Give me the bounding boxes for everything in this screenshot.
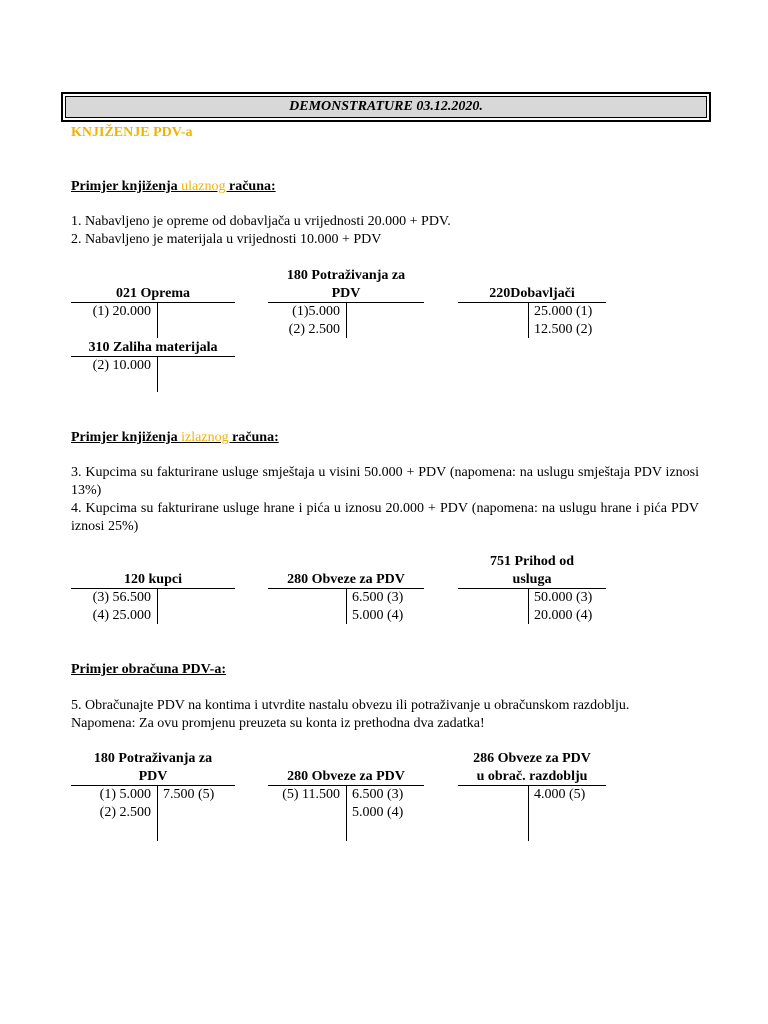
t-account-title: 021 Oprema [115, 286, 190, 301]
t-account-divider [157, 302, 158, 338]
debit-entry: (2) 2.500 [99, 805, 151, 820]
section2-paragraph2: 4. Kupcima su fakturirane usluge hrane i pića u iznosu 20.000 + PDV (napomena: na uslugu hrane i pića PDV iznosi 25%) [71, 501, 699, 534]
credit-entry: 7.500 (5) [163, 787, 215, 802]
t-account-title-line1: 751 Prihod od [489, 554, 574, 569]
t-account-title: 280 Obveze za PDV [287, 572, 405, 587]
t-account-divider [346, 785, 347, 841]
section1-heading-pre: Primjer knjiženja [71, 179, 182, 194]
debit-entry: (4) 25.000 [92, 608, 151, 623]
debit-entry: (1) 5.000 [99, 787, 151, 802]
credit-entry: 12.500 (2) [534, 322, 593, 337]
t-account-title-line2: PDV [138, 769, 168, 784]
section1-heading-highlight: ulaznog [181, 179, 229, 194]
debit-entry: (1) 20.000 [92, 304, 151, 319]
credit-entry: 5.000 (4) [352, 608, 404, 623]
debit-entry: (3) 56.500 [92, 590, 151, 605]
credit-entry: 25.000 (1) [534, 304, 593, 319]
t-account-title-line1: 180 Potraživanja za [286, 268, 406, 283]
t-account-title: 120 kupci [124, 572, 182, 587]
t-account-title-line1: 180 Potraživanja za [93, 751, 213, 766]
title-banner [61, 92, 711, 122]
section2-heading-pre: Primjer knjiženja [71, 430, 182, 445]
t-account-divider [157, 785, 158, 841]
section3-heading: Primjer obračuna PDV-a: [71, 662, 226, 677]
section1-line2: 2. Nabavljeno je materijala u vrijednosti 10.000 + PDV [71, 232, 382, 247]
t-account-title: 280 Obveze za PDV [287, 769, 405, 784]
section1-line1: 1. Nabavljeno je opreme od dobavljača u vrijednosti 20.000 + PDV. [71, 214, 451, 229]
t-account-title-line2: usluga [512, 572, 552, 587]
t-account-title-line1: 286 Obveze za PDV [473, 751, 591, 766]
credit-entry: 6.500 (3) [352, 590, 404, 605]
section1-heading [71, 178, 276, 196]
t-account-divider [528, 302, 529, 338]
section3-line2: Napomena: Za ovu promjenu preuzeta su konta iz prethodna dva zadatka! [71, 716, 485, 731]
t-account-divider [157, 356, 158, 392]
credit-entry: 50.000 (3) [534, 590, 593, 605]
t-account-title-line2: u obrač. razdoblju [476, 769, 588, 784]
credit-entry: 20.000 (4) [534, 608, 593, 623]
section1-heading-post: računa: [228, 179, 276, 194]
credit-entry: 5.000 (4) [352, 805, 404, 820]
debit-entry: (2) 10.000 [92, 358, 151, 373]
section2-heading-highlight: izlaznog [181, 430, 233, 445]
t-account-title: 310 Zaliha materijala [88, 340, 218, 355]
t-account-divider [346, 588, 347, 624]
t-account-divider [157, 588, 158, 624]
t-account-title: 220Dobavljači [489, 286, 575, 301]
section2-paragraph1: 3. Kupcima su fakturirane usluge smještaja u visini 50.000 + PDV (napomena: na uslugu smještaja PDV iznosi 13%) [71, 465, 699, 498]
t-account-divider [346, 302, 347, 338]
debit-entry: (2) 2.500 [288, 322, 340, 337]
subtitle: KNJIŽENJE PDV-a [71, 125, 193, 140]
section2-heading [71, 429, 279, 447]
t-account-divider [528, 785, 529, 841]
credit-entry: 4.000 (5) [534, 787, 586, 802]
t-account-title-line2: PDV [331, 286, 361, 301]
section3-line1: 5. Obračunajte PDV na kontima i utvrdite nastalu obvezu ili potraživanje u obračunskom razdoblju. [71, 698, 630, 713]
credit-entry: 6.500 (3) [352, 787, 404, 802]
section2-heading-post: računa: [232, 430, 279, 445]
debit-entry: (1)5.000 [292, 304, 340, 319]
document-title: DEMONSTRATURE 03.12.2020. [65, 96, 707, 118]
t-account-divider [528, 588, 529, 624]
debit-entry: (5) 11.500 [282, 787, 340, 802]
